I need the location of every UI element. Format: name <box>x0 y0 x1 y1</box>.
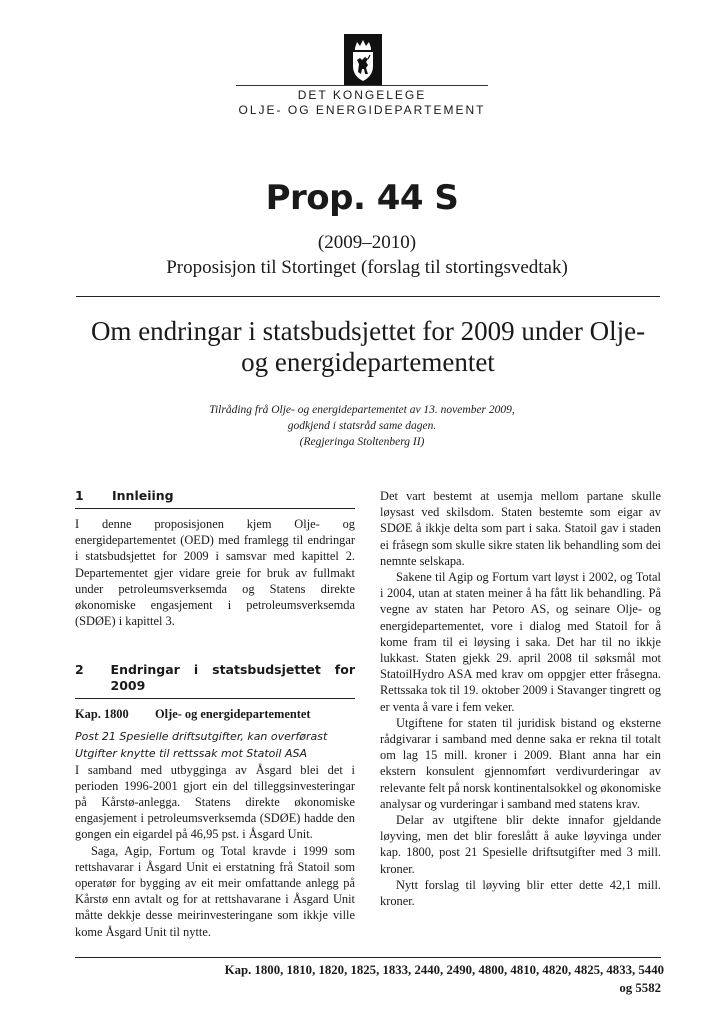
recommendation-line: godkjend i statsråd same dagen. <box>287 420 437 432</box>
logo-divider <box>236 85 488 86</box>
chapter-heading <box>75 706 355 722</box>
right-column <box>380 488 661 909</box>
post-subheading: Utgifter knytte til rettssak mot Statoil ASA <box>75 746 307 760</box>
section-number: 1 <box>75 488 84 503</box>
body-paragraph: Saga, Agip, Fortum og Total kravde i 1999 som rettshavarar i Åsgard Unit ei erstatning frå Statoil som operatør for bygging av eit meir omfattande anlegg på Kårstø enn avtalt og for at rettshavarane i Åsgard Unit måtte dekkje desse meirinvesteringane som ikkje ville kome Åsgard Unit til nytte. <box>75 843 355 939</box>
proposition-type: Proposisjon til Stortinget (forslag til stortingsvedtak) <box>166 257 568 278</box>
chapter-name: Olje- og energidepartementet <box>155 707 311 722</box>
section-heading <box>75 662 355 699</box>
document-title: Om endringar i statsbudsjettet for 2009 under Olje- og energidepartementet <box>90 316 646 377</box>
body-paragraph: Sakene til Agip og Fortum vart løyst i 2002, og Total i 2004, utan at staten meiner å ha fått lik behandling. På vegne av staten har Petoro AS, og seinare Olje- og energidepartementet, vore i dialog med Statoil for å kome fram til ei løysing i saka. Det har til no ikkje lukkast. Staten gjekk 29. april 2008 til søksmål mot StatoilHydro ASA med krav om oppgjer etter fråsegna. Rettssaka tok til 19. oktober 2009 i Stavanger tingrett og er venta å vare i fem veker. <box>380 570 661 714</box>
recommendation-line: (Regjeringa Stoltenberg II) <box>299 436 425 448</box>
body-paragraph: I samband med utbygginga av Åsgard blei det i perioden 1996-2001 gjort ein del tilleggsinvesteringar på Kårstø-anlegga. Statens direkte økonomiske engasjement i petroleumsverksemda (SDØE) hadde den gongen ein eigardel på 46,95 pst. i Åsgard Unit. <box>75 762 355 842</box>
body-paragraph: Delar av utgiftene blir dekte innafor gjeldande løyving, men det blir foreslått å auke løyvinga under kap. 1800, post 21 Spesielle driftsutgifter med 3 mill. kroner. <box>380 813 661 876</box>
post-heading: Post 21 Spesielle driftsutgifter, kan overførast <box>75 729 328 743</box>
recommendation-block <box>150 402 574 450</box>
body-paragraph: I denne proposisjonen kjem Olje- og energidepartementet (OED) med framlegg til endringar i statsbudsjettet for 2009 i samsvar med kapittel 2. Departementet gjer vidare greie for bruk av fullmakt under petroleumsverksemda og Statens direkte økonomiske engasjement i petroleumsverksemda (SDØE) i kapittel 3. <box>75 517 355 629</box>
chapter-number: Kap. 1800 <box>75 707 129 722</box>
body-paragraph: Nytt forslag til løyving blir etter dette 42,1 mill. kroner. <box>380 877 661 909</box>
session-years: (2009–2010) <box>317 232 417 253</box>
recommendation-line: Tilråding frå Olje- og energidepartementet av 13. november 2009, <box>209 404 515 416</box>
proposition-number: Prop. 44 S <box>265 178 459 218</box>
footer-chapter-list: Kap. 1800, 1810, 1820, 1825, 1833, 2440, 2490, 4800, 4810, 4820, 4825, 4833, 5440 <box>224 963 664 977</box>
section-title: Innleiing <box>112 488 174 503</box>
footer-divider <box>75 957 661 958</box>
coat-of-arms-icon <box>344 34 382 86</box>
footer-page-ref: og 5582 <box>619 981 661 995</box>
org-name-line2: OLJE- OG ENERGIDEPARTEMENT <box>238 103 486 117</box>
left-column <box>75 488 355 940</box>
title-divider <box>76 296 660 297</box>
org-name-line1: DET KONGELEGE <box>297 88 427 102</box>
body-paragraph: Utgiftene for staten til juridisk bistand og eksterne rådgivarar i samband med denne saka er rekna til totalt om lag 15 mill. kroner i 2009. Blant anna har ein ekstern konsulent gjennomført verdivurderingar av relevante felt på norsk kontinentalsokkel og økonomiske analysar og vurderingar i samband med statens krav. <box>380 715 661 811</box>
body-paragraph: Det vart bestemt at usemja mellom partane skulle løysast ved skilsdom. Staten bestemte som eigar av SDØE å ikkje delta som part i saka. Statoil gav i staden ei fråsegn som skulle sikre staten lik behandling som dei nemnte selskapa. <box>380 489 661 568</box>
section-heading <box>75 488 355 509</box>
section-title: Endringar i statsbudsjettet for 2009 <box>110 662 355 694</box>
section-number: 2 <box>75 662 84 678</box>
